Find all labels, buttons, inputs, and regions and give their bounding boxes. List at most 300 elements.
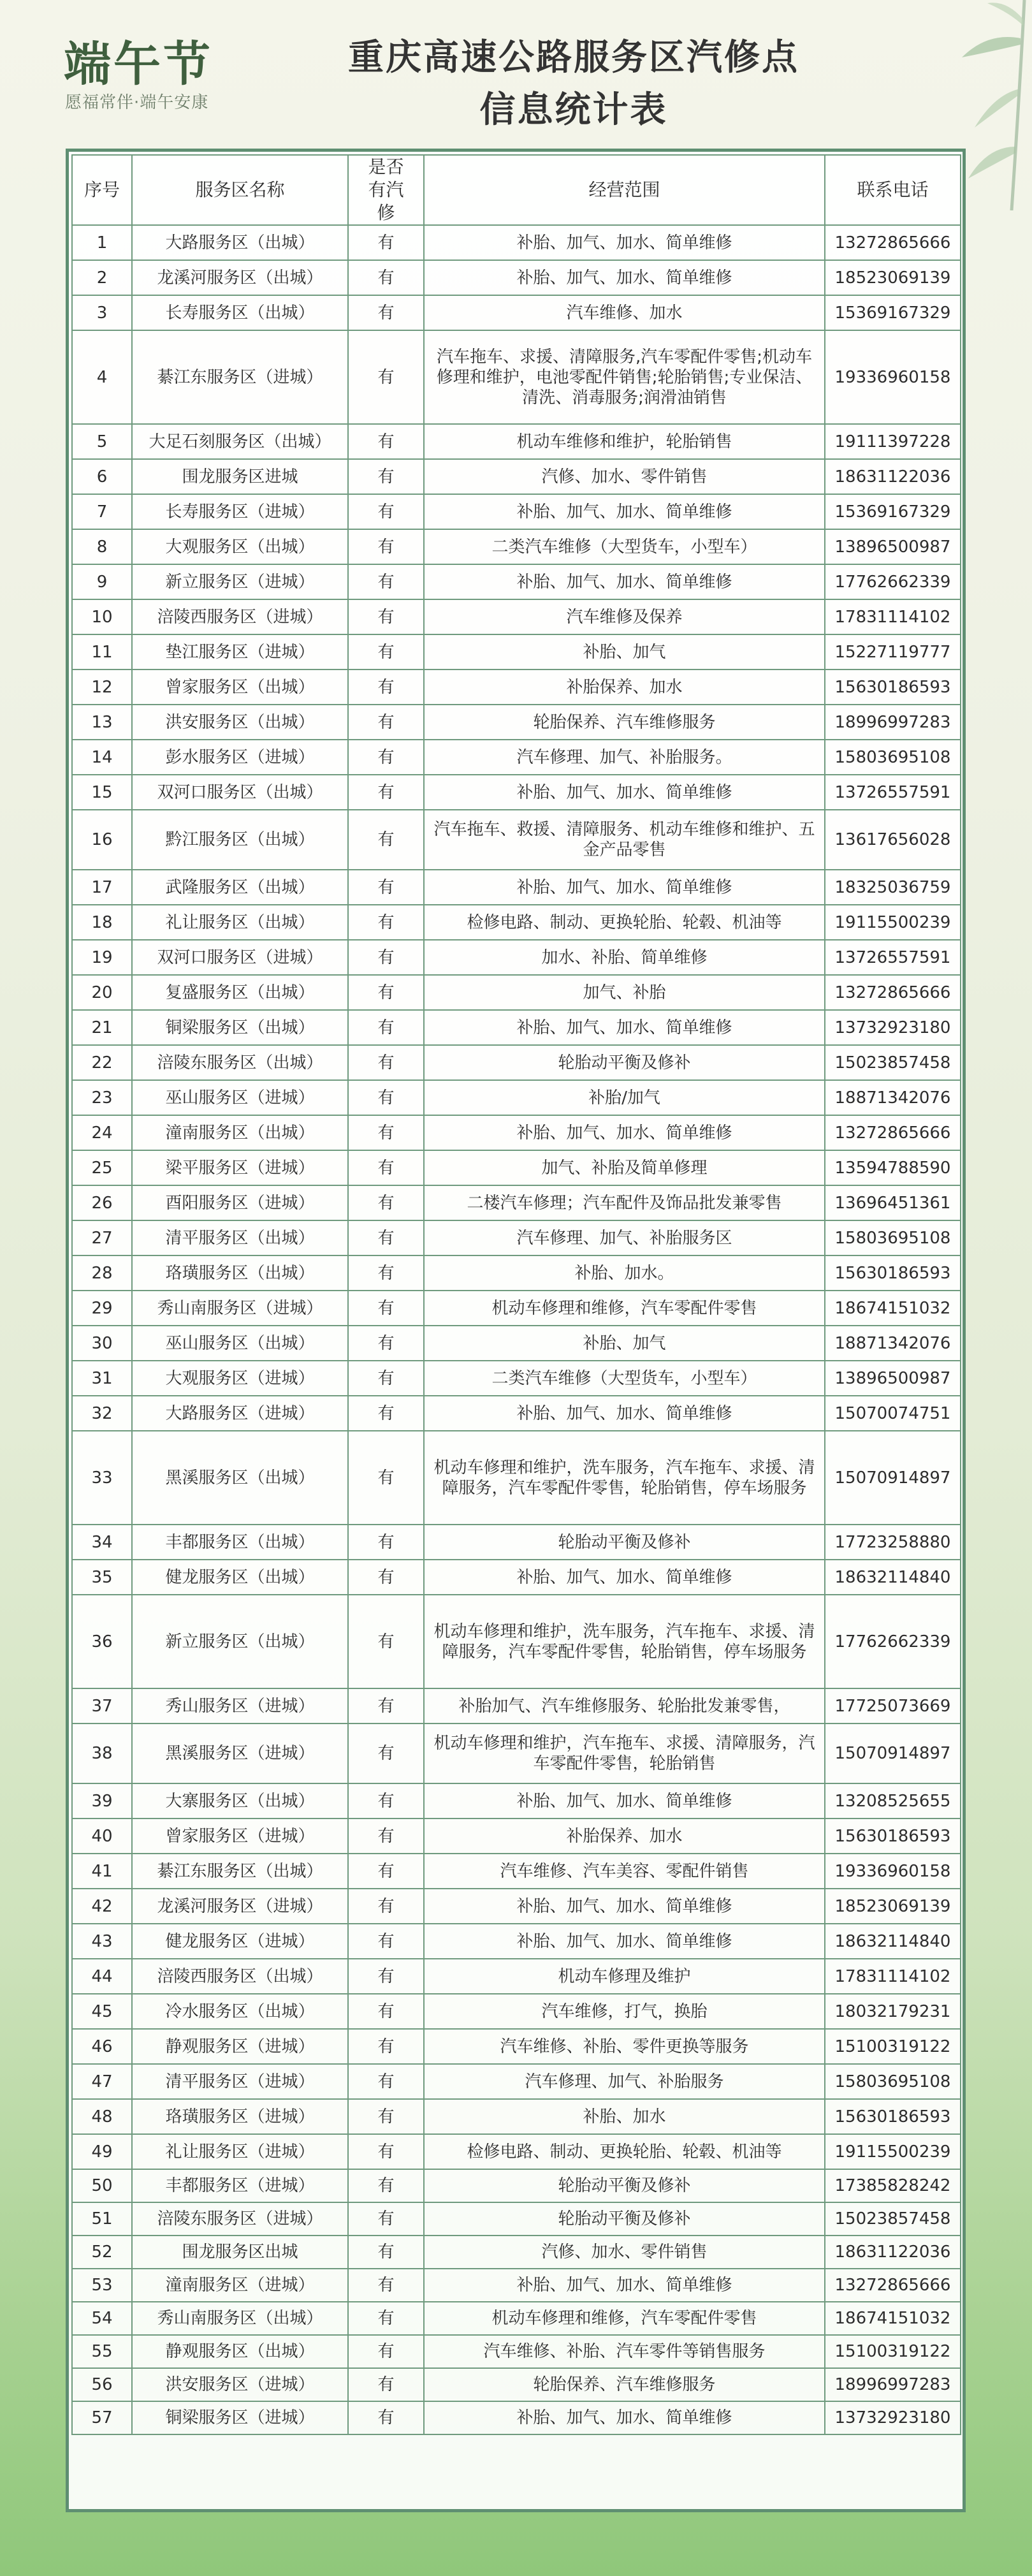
cell-has-repair: 有	[348, 2099, 424, 2134]
cell-scope: 二类汽车维修（大型货车，小型车）	[424, 1361, 825, 1396]
cell-scope: 补胎、加气、加水、简单维修	[424, 225, 825, 260]
cell-phone: 18032179231	[825, 1994, 961, 2029]
table-row	[72, 1361, 961, 1396]
cell-has-repair: 有	[348, 529, 424, 564]
table-row	[72, 1115, 961, 1150]
cell-no: 29	[72, 1291, 132, 1326]
cell-no: 9	[72, 564, 132, 599]
cell-has-repair: 有	[348, 260, 424, 295]
cell-has-repair: 有	[348, 1045, 424, 1080]
cell-has-repair: 有	[348, 1185, 424, 1220]
cell-no: 55	[72, 2335, 132, 2368]
cell-service-area: 围龙服务区进城	[132, 459, 348, 494]
brand-subtitle: 愿福常伴·端午安康	[65, 93, 209, 112]
cell-service-area: 涪陵东服务区（出城）	[132, 1045, 348, 1080]
cell-service-area: 礼让服务区（进城）	[132, 2134, 348, 2169]
cell-phone: 15630186593	[825, 1819, 961, 1854]
cell-no: 7	[72, 494, 132, 529]
cell-phone: 15630186593	[825, 670, 961, 705]
cell-phone: 18674151032	[825, 2302, 961, 2335]
table-row	[72, 1255, 961, 1291]
cell-scope: 补胎、加气、加水、简单维修	[424, 2401, 825, 2434]
cell-has-repair: 有	[348, 2269, 424, 2302]
table-row	[72, 2064, 961, 2099]
cell-service-area: 酉阳服务区（进城）	[132, 1185, 348, 1220]
cell-service-area: 围龙服务区出城	[132, 2236, 348, 2269]
cell-phone: 13272865666	[825, 975, 961, 1010]
cell-service-area: 新立服务区（进城）	[132, 564, 348, 599]
table-row	[72, 2099, 961, 2134]
cell-no: 50	[72, 2169, 132, 2202]
cell-scope: 机动车修理及维护	[424, 1959, 825, 1994]
cell-has-repair: 有	[348, 494, 424, 529]
cell-scope: 补胎、加水	[424, 2099, 825, 2134]
repair-points-table	[71, 154, 961, 2435]
table-body	[72, 225, 961, 2434]
cell-phone: 15070914897	[825, 1723, 961, 1783]
cell-service-area: 綦江东服务区（出城）	[132, 1854, 348, 1889]
cell-no: 44	[72, 1959, 132, 1994]
cell-phone: 19336960158	[825, 1854, 961, 1889]
cell-phone: 13732923180	[825, 2401, 961, 2434]
cell-scope: 补胎、加气、加水、简单维修	[424, 564, 825, 599]
cell-no: 49	[72, 2134, 132, 2169]
cell-phone: 19336960158	[825, 330, 961, 424]
cell-no: 24	[72, 1115, 132, 1150]
cell-has-repair: 有	[348, 1560, 424, 1595]
table-header-row	[72, 155, 961, 225]
cell-has-repair: 有	[348, 1723, 424, 1783]
cell-phone: 18871342076	[825, 1326, 961, 1361]
cell-no: 32	[72, 1396, 132, 1431]
cell-scope: 补胎、加气、加水、简单维修	[424, 775, 825, 810]
cell-scope: 补胎、加气	[424, 634, 825, 670]
cell-no: 14	[72, 740, 132, 775]
cell-service-area: 涪陵西服务区（进城）	[132, 599, 348, 634]
cell-has-repair: 有	[348, 775, 424, 810]
cell-service-area: 复盛服务区（出城）	[132, 975, 348, 1010]
cell-no: 17	[72, 870, 132, 905]
cell-scope: 汽车维修及保养	[424, 599, 825, 634]
cell-phone: 15227119777	[825, 634, 961, 670]
cell-no: 6	[72, 459, 132, 494]
cell-scope: 检修电路、制动、更换轮胎、轮毂、机油等	[424, 2134, 825, 2169]
cell-phone: 13726557591	[825, 775, 961, 810]
cell-has-repair: 有	[348, 1396, 424, 1431]
table-row	[72, 459, 961, 494]
table-row	[72, 564, 961, 599]
cell-scope: 轮胎保养、汽车维修服务	[424, 2368, 825, 2401]
cell-has-repair: 有	[348, 1595, 424, 1688]
cell-service-area: 秀山南服务区（出城）	[132, 2302, 348, 2335]
table-row	[72, 2236, 961, 2269]
table-row	[72, 494, 961, 529]
cell-service-area: 黑溪服务区（出城）	[132, 1431, 348, 1525]
cell-has-repair: 有	[348, 810, 424, 870]
cell-scope: 机动车修理和维修，汽车零配件零售	[424, 1291, 825, 1326]
cell-phone: 19111397228	[825, 424, 961, 459]
cell-has-repair: 有	[348, 564, 424, 599]
cell-service-area: 珞璜服务区（进城）	[132, 2099, 348, 2134]
cell-scope: 轮胎保养、汽车维修服务	[424, 705, 825, 740]
cell-scope: 汽车维修、汽车美容、零配件销售	[424, 1854, 825, 1889]
cell-no: 22	[72, 1045, 132, 1080]
cell-scope: 轮胎动平衡及修补	[424, 2169, 825, 2202]
cell-phone: 15070074751	[825, 1396, 961, 1431]
cell-no: 42	[72, 1889, 132, 1924]
cell-scope: 机动车维修和维护，轮胎销售	[424, 424, 825, 459]
cell-has-repair: 有	[348, 740, 424, 775]
cell-has-repair: 有	[348, 1994, 424, 2029]
cell-no: 54	[72, 2302, 132, 2335]
cell-has-repair: 有	[348, 705, 424, 740]
cell-no: 25	[72, 1150, 132, 1185]
cell-has-repair: 有	[348, 1080, 424, 1115]
cell-no: 36	[72, 1595, 132, 1688]
table-row	[72, 1560, 961, 1595]
cell-no: 4	[72, 330, 132, 424]
table-row	[72, 2202, 961, 2236]
cell-scope: 补胎/加气	[424, 1080, 825, 1115]
table-row	[72, 2368, 961, 2401]
cell-phone: 15369167329	[825, 295, 961, 330]
table-row	[72, 2401, 961, 2434]
table-row	[72, 975, 961, 1010]
cell-no: 26	[72, 1185, 132, 1220]
table-row	[72, 1819, 961, 1854]
cell-has-repair: 有	[348, 870, 424, 905]
cell-service-area: 洪安服务区（出城）	[132, 705, 348, 740]
cell-service-area: 巫山服务区（出城）	[132, 1326, 348, 1361]
cell-phone: 13617656028	[825, 810, 961, 870]
table-row	[72, 905, 961, 940]
cell-service-area: 健龙服务区（出城）	[132, 1560, 348, 1595]
cell-service-area: 秀山服务区（进城）	[132, 1688, 348, 1723]
cell-no: 40	[72, 1819, 132, 1854]
table-row	[72, 1595, 961, 1688]
col-header-phone: 联系电话	[825, 155, 961, 225]
cell-service-area: 双河口服务区（进城）	[132, 940, 348, 975]
cell-scope: 二类汽车维修（大型货车，小型车）	[424, 529, 825, 564]
cell-no: 15	[72, 775, 132, 810]
repair-points-table-frame	[66, 149, 966, 2512]
cell-has-repair: 有	[348, 2029, 424, 2064]
cell-no: 13	[72, 705, 132, 740]
cell-service-area: 丰都服务区（进城）	[132, 2169, 348, 2202]
cell-service-area: 铜梁服务区（进城）	[132, 2401, 348, 2434]
cell-no: 5	[72, 424, 132, 459]
table-row	[72, 1783, 961, 1819]
cell-phone: 17385828242	[825, 2169, 961, 2202]
table-row	[72, 1185, 961, 1220]
cell-service-area: 黔江服务区（出城）	[132, 810, 348, 870]
cell-service-area: 秀山南服务区（进城）	[132, 1291, 348, 1326]
cell-scope: 汽车维修，打气，换胎	[424, 1994, 825, 2029]
table-row	[72, 1220, 961, 1255]
table-row	[72, 1326, 961, 1361]
cell-no: 30	[72, 1326, 132, 1361]
cell-scope: 补胎加气、汽车维修服务、轮胎批发兼零售，	[424, 1688, 825, 1723]
cell-scope: 机动车修理和维护，洗车服务，汽车拖车、求援、清障服务，汽车零配件零售，轮胎销售，停车场服务	[424, 1595, 825, 1688]
table-row	[72, 705, 961, 740]
cell-service-area: 黑溪服务区（进城）	[132, 1723, 348, 1783]
cell-scope: 检修电路、制动、更换轮胎、轮毂、机油等	[424, 905, 825, 940]
cell-has-repair: 有	[348, 1326, 424, 1361]
cell-phone: 17831114102	[825, 1959, 961, 1994]
cell-service-area: 巫山服务区（进城）	[132, 1080, 348, 1115]
cell-scope: 补胎、加气、加水、简单维修	[424, 870, 825, 905]
cell-service-area: 大路服务区（进城）	[132, 1396, 348, 1431]
cell-has-repair: 有	[348, 1783, 424, 1819]
cell-no: 27	[72, 1220, 132, 1255]
cell-service-area: 新立服务区（出城）	[132, 1595, 348, 1688]
cell-scope: 机动车修理和维护，汽车拖车、求援、清障服务，汽车零配件零售，轮胎销售	[424, 1723, 825, 1783]
cell-no: 37	[72, 1688, 132, 1723]
table-row	[72, 260, 961, 295]
cell-service-area: 大观服务区（进城）	[132, 1361, 348, 1396]
col-header-scope: 经营范围	[424, 155, 825, 225]
cell-scope: 汽修、加水、零件销售	[424, 459, 825, 494]
table-row	[72, 1854, 961, 1889]
cell-scope: 补胎、加气、加水、简单维修	[424, 1115, 825, 1150]
cell-phone: 15100319122	[825, 2029, 961, 2064]
cell-no: 18	[72, 905, 132, 940]
cell-no: 52	[72, 2236, 132, 2269]
cell-scope: 加气、补胎及简单修理	[424, 1150, 825, 1185]
cell-phone: 18996997283	[825, 705, 961, 740]
title-line-2: 信息统计表	[479, 89, 668, 131]
cell-has-repair: 有	[348, 459, 424, 494]
cell-phone: 18871342076	[825, 1080, 961, 1115]
cell-service-area: 潼南服务区（进城）	[132, 2269, 348, 2302]
cell-service-area: 健龙服务区（进城）	[132, 1924, 348, 1959]
cell-has-repair: 有	[348, 1819, 424, 1854]
cell-has-repair: 有	[348, 670, 424, 705]
table-row	[72, 810, 961, 870]
col-header-name: 服务区名称	[132, 155, 348, 225]
cell-has-repair: 有	[348, 2401, 424, 2434]
cell-scope: 汽车维修、补胎、零件更换等服务	[424, 2029, 825, 2064]
cell-no: 33	[72, 1431, 132, 1525]
cell-no: 34	[72, 1525, 132, 1560]
table-row	[72, 634, 961, 670]
table-row	[72, 1889, 961, 1924]
cell-no: 12	[72, 670, 132, 705]
cell-has-repair: 有	[348, 975, 424, 1010]
cell-service-area: 珞璜服务区（出城）	[132, 1255, 348, 1291]
cell-scope: 汽车拖车、救援、清障服务、机动车维修和维护、五金产品零售	[424, 810, 825, 870]
cell-no: 3	[72, 295, 132, 330]
cell-no: 57	[72, 2401, 132, 2434]
cell-service-area: 冷水服务区（出城）	[132, 1994, 348, 2029]
cell-service-area: 涪陵东服务区（进城）	[132, 2202, 348, 2236]
cell-phone: 13896500987	[825, 529, 961, 564]
cell-phone: 13208525655	[825, 1783, 961, 1819]
cell-has-repair: 有	[348, 2169, 424, 2202]
cell-no: 47	[72, 2064, 132, 2099]
table-row	[72, 599, 961, 634]
table-row	[72, 1291, 961, 1326]
cell-scope: 补胎、加气、加水、简单维修	[424, 1010, 825, 1045]
cell-has-repair: 有	[348, 295, 424, 330]
cell-scope: 汽车修理、加气、补胎服务。	[424, 740, 825, 775]
cell-has-repair: 有	[348, 225, 424, 260]
cell-no: 51	[72, 2202, 132, 2236]
cell-service-area: 垫江服务区（进城）	[132, 634, 348, 670]
table-row	[72, 1431, 961, 1525]
table-row	[72, 1010, 961, 1045]
cell-no: 41	[72, 1854, 132, 1889]
cell-phone: 18674151032	[825, 1291, 961, 1326]
cell-has-repair: 有	[348, 1959, 424, 1994]
cell-service-area: 曾家服务区（出城）	[132, 670, 348, 705]
table-row	[72, 940, 961, 975]
table-row	[72, 1688, 961, 1723]
cell-phone: 18631122036	[825, 459, 961, 494]
cell-scope: 轮胎动平衡及修补	[424, 2202, 825, 2236]
cell-scope: 汽车维修、加水	[424, 295, 825, 330]
cell-scope: 加气、补胎	[424, 975, 825, 1010]
cell-phone: 18523069139	[825, 1889, 961, 1924]
cell-service-area: 长寿服务区（进城）	[132, 494, 348, 529]
title-line-1: 重庆高速公路服务区汽修点	[348, 37, 799, 78]
cell-scope: 机动车修理和维修，汽车零配件零售	[424, 2302, 825, 2335]
cell-no: 48	[72, 2099, 132, 2134]
header	[0, 0, 1032, 148]
cell-has-repair: 有	[348, 2335, 424, 2368]
cell-no: 23	[72, 1080, 132, 1115]
cell-phone: 17762662339	[825, 1595, 961, 1688]
cell-scope: 补胎、加气、加水、简单维修	[424, 2269, 825, 2302]
cell-phone: 15803695108	[825, 1220, 961, 1255]
cell-has-repair: 有	[348, 1255, 424, 1291]
cell-has-repair: 有	[348, 1431, 424, 1525]
cell-no: 11	[72, 634, 132, 670]
cell-service-area: 铜梁服务区（出城）	[132, 1010, 348, 1045]
cell-phone: 15803695108	[825, 2064, 961, 2099]
cell-phone: 19115500239	[825, 905, 961, 940]
cell-service-area: 清平服务区（出城）	[132, 1220, 348, 1255]
cell-scope: 补胎、加气、加水、简单维修	[424, 1783, 825, 1819]
cell-has-repair: 有	[348, 2202, 424, 2236]
cell-scope: 补胎、加气、加水、简单维修	[424, 1560, 825, 1595]
cell-phone: 15803695108	[825, 740, 961, 775]
cell-has-repair: 有	[348, 2236, 424, 2269]
cell-scope: 汽修、加水、零件销售	[424, 2236, 825, 2269]
table-row	[72, 1723, 961, 1783]
cell-scope: 加水、补胎、简单维修	[424, 940, 825, 975]
cell-phone: 15023857458	[825, 1045, 961, 1080]
cell-has-repair: 有	[348, 424, 424, 459]
cell-service-area: 梁平服务区（进城）	[132, 1150, 348, 1185]
table-row	[72, 529, 961, 564]
cell-has-repair: 有	[348, 1150, 424, 1185]
cell-has-repair: 有	[348, 1688, 424, 1723]
cell-service-area: 大路服务区（出城）	[132, 225, 348, 260]
cell-no: 19	[72, 940, 132, 975]
cell-no: 10	[72, 599, 132, 634]
cell-phone: 15630186593	[825, 2099, 961, 2134]
table-row	[72, 2029, 961, 2064]
cell-no: 53	[72, 2269, 132, 2302]
cell-no: 28	[72, 1255, 132, 1291]
cell-service-area: 礼让服务区（出城）	[132, 905, 348, 940]
cell-has-repair: 有	[348, 1361, 424, 1396]
cell-service-area: 大观服务区（出城）	[132, 529, 348, 564]
cell-phone: 13896500987	[825, 1361, 961, 1396]
cell-phone: 18523069139	[825, 260, 961, 295]
cell-has-repair: 有	[348, 1220, 424, 1255]
cell-phone: 13272865666	[825, 225, 961, 260]
cell-phone: 13272865666	[825, 1115, 961, 1150]
page-title	[319, 32, 829, 136]
cell-no: 43	[72, 1924, 132, 1959]
cell-service-area: 静观服务区（进城）	[132, 2029, 348, 2064]
cell-service-area: 潼南服务区（出城）	[132, 1115, 348, 1150]
table-row	[72, 1080, 961, 1115]
cell-has-repair: 有	[348, 1291, 424, 1326]
cell-service-area: 丰都服务区（出城）	[132, 1525, 348, 1560]
col-header-has-repair: 是否有汽修	[348, 155, 424, 225]
table-row	[72, 225, 961, 260]
cell-has-repair: 有	[348, 2064, 424, 2099]
table-row	[72, 424, 961, 459]
table-row	[72, 295, 961, 330]
cell-phone: 19115500239	[825, 2134, 961, 2169]
cell-service-area: 静观服务区（出城）	[132, 2335, 348, 2368]
cell-phone: 15023857458	[825, 2202, 961, 2236]
cell-scope: 汽车拖车、求援、清障服务,汽车零配件零售;机动车修理和维护，电池零配件销售;轮胎销售;专业保洁、清洗、消毒服务;润滑油销售	[424, 330, 825, 424]
cell-scope: 补胎、加气、加水、简单维修	[424, 1924, 825, 1959]
cell-phone: 13594788590	[825, 1150, 961, 1185]
cell-scope: 汽车修理、加气、补胎服务区	[424, 1220, 825, 1255]
cell-phone: 18325036759	[825, 870, 961, 905]
table-row	[72, 2335, 961, 2368]
cell-no: 45	[72, 1994, 132, 2029]
cell-has-repair: 有	[348, 940, 424, 975]
cell-scope: 补胎、加气	[424, 1326, 825, 1361]
cell-no: 35	[72, 1560, 132, 1595]
cell-service-area: 曾家服务区（进城）	[132, 1819, 348, 1854]
cell-phone: 17762662339	[825, 564, 961, 599]
cell-service-area: 清平服务区（进城）	[132, 2064, 348, 2099]
col-header-no: 序号	[72, 155, 132, 225]
table-row	[72, 1994, 961, 2029]
cell-has-repair: 有	[348, 1010, 424, 1045]
cell-has-repair: 有	[348, 1924, 424, 1959]
cell-phone: 17725073669	[825, 1688, 961, 1723]
cell-phone: 17723258880	[825, 1525, 961, 1560]
table-row	[72, 2269, 961, 2302]
cell-no: 21	[72, 1010, 132, 1045]
cell-no: 46	[72, 2029, 132, 2064]
cell-scope: 轮胎动平衡及修补	[424, 1525, 825, 1560]
table-row	[72, 740, 961, 775]
cell-no: 2	[72, 260, 132, 295]
cell-scope: 补胎、加水。	[424, 1255, 825, 1291]
cell-no: 1	[72, 225, 132, 260]
cell-service-area: 大寨服务区（出城）	[132, 1783, 348, 1819]
cell-phone: 13272865666	[825, 2269, 961, 2302]
cell-service-area: 洪安服务区（进城）	[132, 2368, 348, 2401]
table-row	[72, 2134, 961, 2169]
cell-phone: 15630186593	[825, 1255, 961, 1291]
cell-has-repair: 有	[348, 2368, 424, 2401]
table-row	[72, 1150, 961, 1185]
table-row	[72, 775, 961, 810]
cell-scope: 补胎、加气、加水、简单维修	[424, 1889, 825, 1924]
table-row	[72, 1525, 961, 1560]
